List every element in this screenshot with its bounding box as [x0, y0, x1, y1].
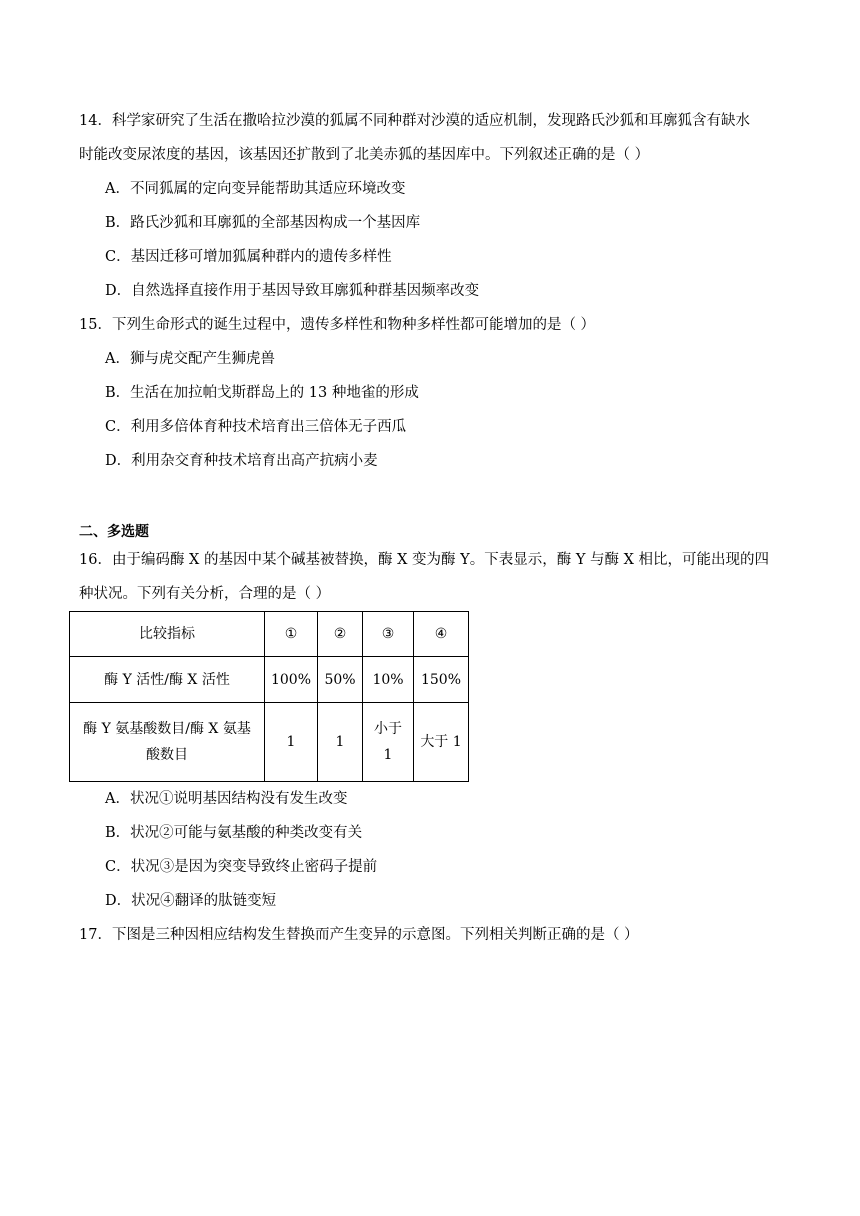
question-15-option-c: C．利用多倍体育种技术培育出三倍体无子西瓜	[105, 419, 407, 435]
table-header-cell: 比较指标	[70, 612, 265, 657]
table-cell: 50%	[318, 657, 363, 703]
table-cell-line: 酶 Y 氨基酸数目/酶 X 氨基	[83, 721, 251, 737]
table-cell-line: 1	[383, 747, 393, 763]
table-header-cell: ④	[414, 612, 469, 657]
table-cell: 1	[318, 703, 363, 782]
question-16-option-b: B．状况②可能与氨基酸的种类改变有关	[105, 825, 363, 841]
question-16-text-line-2: 种状况。下列有关分析，合理的是（ ）	[79, 586, 331, 602]
table-cell: 大于 1	[414, 703, 469, 782]
question-16-text-line-1: 16．由于编码酶 X 的基因中某个碱基被替换，酶 X 变为酶 Y。下表显示，酶 Y 与酶 X 相比，可能出现的四	[79, 552, 770, 568]
table-header-cell: ③	[363, 612, 414, 657]
table-header-cell: ①	[265, 612, 318, 657]
table-row	[70, 703, 469, 782]
question-16-option-a: A．状况①说明基因结构没有发生改变	[105, 791, 348, 807]
question-15-option-d: D．利用杂交育种技术培育出高产抗病小麦	[105, 453, 378, 469]
table-cell: 1	[265, 703, 318, 782]
comparison-table	[69, 611, 469, 782]
question-16-option-d: D．状况④翻译的肽链变短	[105, 893, 277, 909]
table-cell: 10%	[363, 657, 414, 703]
section-title: 二、多选题	[79, 524, 149, 540]
table-cell-line: 小于	[374, 721, 402, 737]
question-15-option-a: A．狮与虎交配产生狮虎兽	[105, 351, 275, 367]
question-14-option-a: A．不同狐属的定向变异能帮助其适应环境改变	[105, 181, 406, 197]
question-17-text-line-1: 17．下图是三种因相应结构发生替换而产生变异的示意图。下列相关判断正确的是（ ）	[79, 927, 639, 943]
question-14-text-line-2: 时能改变尿浓度的基因，该基因还扩散到了北美赤狐的基因库中。下列叙述正确的是（ ）	[79, 147, 650, 163]
question-14-option-b: B．路氏沙狐和耳廓狐的全部基因构成一个基因库	[105, 215, 421, 231]
question-15-option-b: B．生活在加拉帕戈斯群岛上的 13 种地雀的形成	[105, 385, 419, 401]
table-cell: 100%	[265, 657, 318, 703]
table-cell	[363, 703, 414, 782]
table-row	[70, 657, 469, 703]
table-header-cell: ②	[318, 612, 363, 657]
question-14-option-d: D．自然选择直接作用于基因导致耳廓狐种群基因频率改变	[105, 283, 480, 299]
question-16-option-c: C．状况③是因为突变导致终止密码子提前	[105, 859, 378, 875]
table-header-row	[70, 612, 469, 657]
question-14-text-line-1: 14．科学家研究了生活在撒哈拉沙漠的狐属不同种群对沙漠的适应机制，发现路氏沙狐和耳廓狐含有缺水	[79, 113, 750, 129]
question-14-option-c: C．基因迁移可增加狐属种群内的遗传多样性	[105, 249, 392, 265]
table-cell: 酶 Y 活性/酶 X 活性	[70, 657, 265, 703]
table-cell: 150%	[414, 657, 469, 703]
table-cell-line: 酸数目	[146, 747, 188, 763]
table-cell	[70, 703, 265, 782]
question-15-text-line-1: 15．下列生命形式的诞生过程中，遗传多样性和物种多样性都可能增加的是（ ）	[79, 317, 596, 333]
